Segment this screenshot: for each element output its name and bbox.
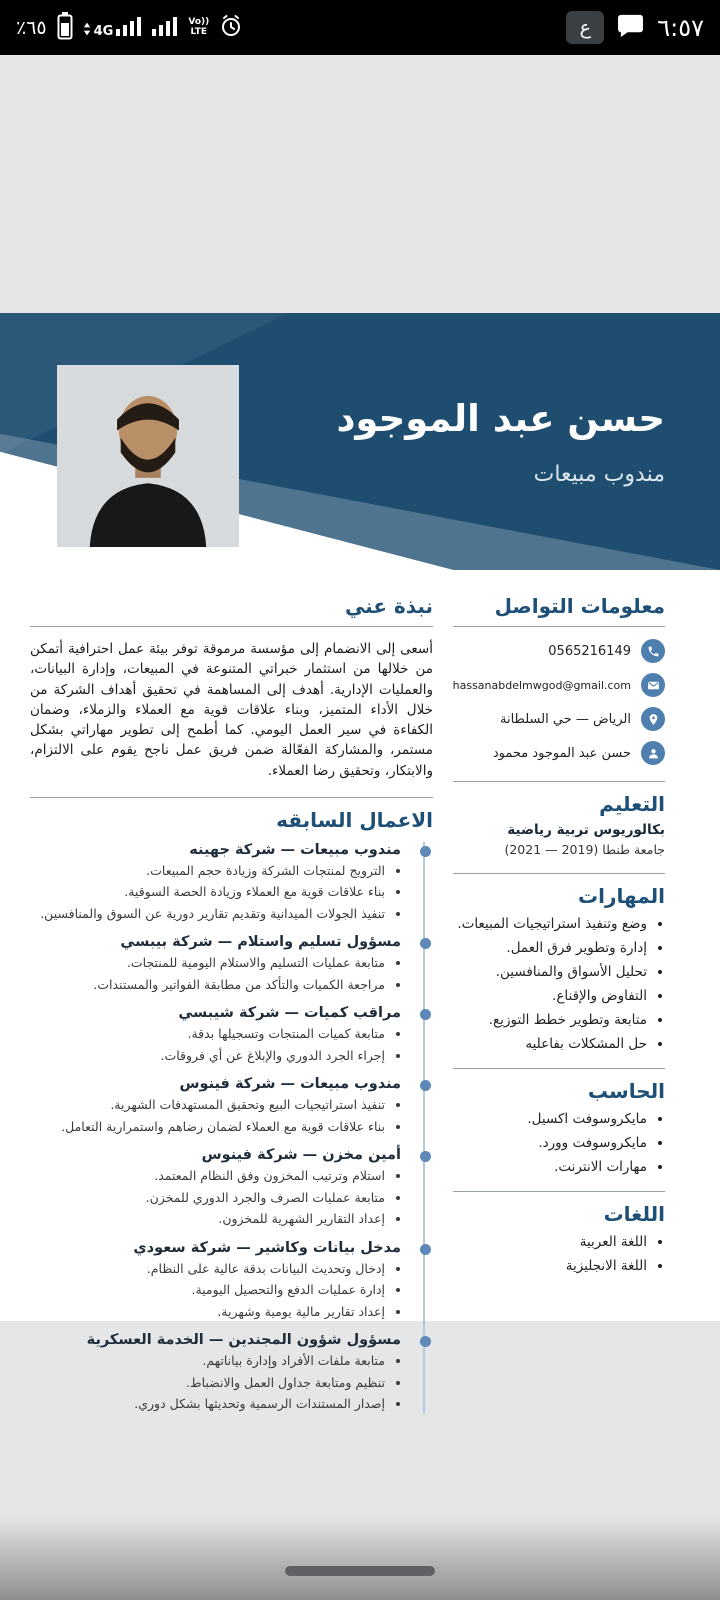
job-point: • مراجعة الكميات والتأكد من مطابقة الفواتير والمستندات. xyxy=(30,976,385,994)
status-right-cluster xyxy=(566,11,704,44)
cv-document-page[interactable] xyxy=(0,313,720,1412)
job-entry xyxy=(30,1147,401,1228)
languages-heading: اللغات xyxy=(603,1202,665,1226)
timeline-dot-icon xyxy=(420,1244,431,1255)
job-title: مسؤول شؤون المجندين — الخدمة العسكرية xyxy=(86,1332,401,1349)
divider xyxy=(453,873,665,874)
contact-phone-row xyxy=(453,639,665,663)
divider xyxy=(30,626,433,627)
header-name-block xyxy=(336,397,665,487)
divider xyxy=(453,1068,665,1069)
job-entry xyxy=(30,1005,401,1064)
computer-skill-item: • مايكروسوفت اكسيل. xyxy=(453,1111,647,1127)
skill-item: • متابعة وتطوير خطط التوزيع. xyxy=(453,1012,647,1028)
signal-bars-icon-sim2 xyxy=(152,16,178,40)
battery-percent-text: ٦٥٪ xyxy=(16,16,47,39)
job-title: مندوب مبيعات — شركة فينوس xyxy=(179,1076,401,1093)
job-point: • تنفيذ استراتيجيات البيع وتحقيق المستهدفات الشهرية. xyxy=(30,1096,385,1114)
job-point: • إجراء الجرد الدوري والإبلاغ عن أي فروقات. xyxy=(30,1047,385,1065)
skills-heading: المهارات xyxy=(578,884,665,908)
data-arrows-icon xyxy=(83,21,91,40)
job-points-list xyxy=(30,1025,385,1064)
experience-timeline xyxy=(30,842,425,1413)
job-point: • إعداد تقارير مالية يومية وشهرية. xyxy=(30,1303,385,1321)
job-points-list xyxy=(30,1167,385,1228)
divider xyxy=(453,626,665,627)
job-point: • متابعة عمليات الصرف والجرد الدوري للمخزن. xyxy=(30,1189,385,1207)
job-point: • تنفيذ الجولات الميدانية وتقديم تقارير دورية عن السوق والمنافسين. xyxy=(30,905,385,923)
alarm-clock-icon xyxy=(219,14,243,42)
chat-bubble-icon xyxy=(617,13,644,42)
experience-heading: الاعمال السابقه xyxy=(276,807,433,832)
skill-item: • وضع وتنفيذ استراتيجيات المبيعات. xyxy=(453,916,647,932)
cv-main-column xyxy=(30,594,433,1425)
network-4g-label: 4G xyxy=(93,23,114,39)
job-point: • متابعة كميات المنتجات وتسجيلها بدقة. xyxy=(30,1025,385,1043)
volte-bottom-text: LTE xyxy=(190,26,208,37)
person-job-title: مندوب مبيعات xyxy=(533,462,665,487)
job-entry xyxy=(30,1240,401,1321)
contact-phone-value: 0565216149 xyxy=(548,643,631,659)
language-item: • اللغة الانجليزية xyxy=(453,1258,647,1274)
job-points-list xyxy=(30,862,385,923)
job-title: مدخل بيانات وكاشير — شركة سعودي xyxy=(133,1239,401,1256)
email-icon xyxy=(641,673,665,697)
job-point: • متابعة ملفات الأفراد وإدارة بياناتهم. xyxy=(30,1352,385,1370)
skill-item: • حل المشكلات بفاعليه xyxy=(453,1036,647,1052)
timeline-dot-icon xyxy=(420,938,431,949)
job-entry xyxy=(30,1076,401,1135)
cv-header xyxy=(0,313,720,570)
timeline-dot-icon xyxy=(420,1151,431,1162)
divider xyxy=(30,797,433,798)
education-heading: التعليم xyxy=(599,792,665,816)
contact-location-row xyxy=(453,707,665,731)
contact-email-row xyxy=(453,673,665,697)
job-point: • تنظيم ومتابعة جداول العمل والانضباط. xyxy=(30,1374,385,1392)
job-title: مراقب كميات — شركة شيبسي xyxy=(178,1005,401,1022)
location-pin-icon xyxy=(641,707,665,731)
gesture-navigation-pill[interactable] xyxy=(285,1566,435,1576)
job-entry xyxy=(30,1332,401,1413)
computer-heading: الحاسب xyxy=(587,1079,665,1103)
cv-body xyxy=(0,570,720,1425)
about-heading: نبذة عني xyxy=(344,594,433,618)
job-point: • إدارة عمليات الدفع والتحصيل اليومية. xyxy=(30,1281,385,1299)
job-title: مسؤول تسليم واستلام — شركة بيبسي xyxy=(120,934,401,951)
battery-icon xyxy=(57,12,73,44)
job-points-list xyxy=(30,1260,385,1321)
timeline-dot-icon xyxy=(420,1080,431,1091)
volte-icon xyxy=(188,18,209,38)
skill-item: • إدارة وتطوير فرق العمل. xyxy=(453,940,647,956)
computer-skill-item: • مايكروسوفت وورد. xyxy=(453,1135,647,1151)
job-point: • استلام وترتيب المخزون وفق النظام المعتمد. xyxy=(30,1167,385,1185)
network-4g-group xyxy=(83,16,143,40)
contact-location-value: الرياض — حي السلطانة xyxy=(500,711,631,727)
job-point: • الترويج لمنتجات الشركة وزيادة حجم المبيعات. xyxy=(30,862,385,880)
arabic-keyboard-badge: ع xyxy=(566,11,604,44)
job-point: • إعداد التقارير الشهرية للمخزون. xyxy=(30,1210,385,1228)
clock-time: ٦:٥٧ xyxy=(657,13,704,42)
skill-item: • التفاوض والإقناع. xyxy=(453,988,647,1004)
computer-skills-list xyxy=(453,1111,647,1175)
job-title: مندوب مبيعات — شركة جهينه xyxy=(189,841,401,858)
language-item: • اللغة العربية xyxy=(453,1234,647,1250)
status-left-cluster xyxy=(16,12,243,44)
job-point: • بناء علاقات قوية مع العملاء وزيادة الحصة السوقية. xyxy=(30,883,385,901)
languages-list xyxy=(453,1234,647,1274)
about-paragraph: أسعى إلى الانضمام إلى مؤسسة مرموقة توفر بيئة عمل احترافية أتمكن من خلالها من استثمار خبراتي المتنوعة في المبيعات، وإدارة البيانات، والعمليات الإدارية. أهدف إلى المساهمة في تحقيق أهداف الشركة من خلال الأداء المتميز، وبناء علاقات قوية مع العملاء والزملاء، وضمان الكفاءة في سير العمل اليومي. كما أطمح إلى تطوير مهاراتي بشكل مستمر، والمشاركة الفعّالة ضمن فريق عمل ناجح يقوم على الالتزام، والابتكار، وتحقيق رضا العملاء. xyxy=(30,641,433,779)
volte-top-text: Vo)) xyxy=(188,16,210,27)
profile-photo xyxy=(57,365,239,547)
phone-icon xyxy=(641,639,665,663)
cv-sidebar xyxy=(453,594,665,1425)
job-points-list xyxy=(30,954,385,993)
job-point: • بناء علاقات قوية مع العملاء لضمان رضاهم واستمرارية التعامل. xyxy=(30,1118,385,1136)
contact-heading: معلومات التواصل xyxy=(494,594,665,618)
contact-name-row xyxy=(453,741,665,765)
job-point: • إصدار المستندات الرسمية وتحديثها بشكل دوري. xyxy=(30,1395,385,1413)
skill-item: • تحليل الأسواق والمنافسين. xyxy=(453,964,647,980)
timeline-dot-icon xyxy=(420,846,431,857)
education-school: جامعة طنطا (2019 — 2021) xyxy=(504,842,665,857)
status-bar xyxy=(0,0,720,55)
job-point: • إدخال وتحديث البيانات بدقة عالية على النظام. xyxy=(30,1260,385,1278)
computer-skill-item: • مهارات الانترنت. xyxy=(453,1159,647,1175)
job-point: • متابعة عمليات التسليم والاستلام اليومية للمنتجات. xyxy=(30,954,385,972)
timeline-dot-icon xyxy=(420,1009,431,1020)
contact-email-value: hassanabdelmwgod@gmail.com xyxy=(452,678,631,692)
divider xyxy=(453,781,665,782)
person-icon xyxy=(641,741,665,765)
skills-list xyxy=(453,916,647,1052)
signal-bars-icon-sim1 xyxy=(116,16,142,40)
bottom-gradient-scrim xyxy=(0,1515,720,1600)
job-points-list xyxy=(30,1096,385,1135)
job-points-list xyxy=(30,1352,385,1413)
person-name: حسن عبد الموجود xyxy=(336,397,665,440)
timeline-dot-icon xyxy=(420,1336,431,1347)
divider xyxy=(453,1191,665,1192)
job-entry xyxy=(30,934,401,993)
contact-fullname-value: حسن عبد الموجود محمود xyxy=(492,745,631,761)
job-title: أمين مخزن — شركة فينوس xyxy=(201,1147,401,1164)
job-entry xyxy=(30,842,401,923)
education-degree: بكالوريوس تربية رياضية xyxy=(507,822,665,838)
